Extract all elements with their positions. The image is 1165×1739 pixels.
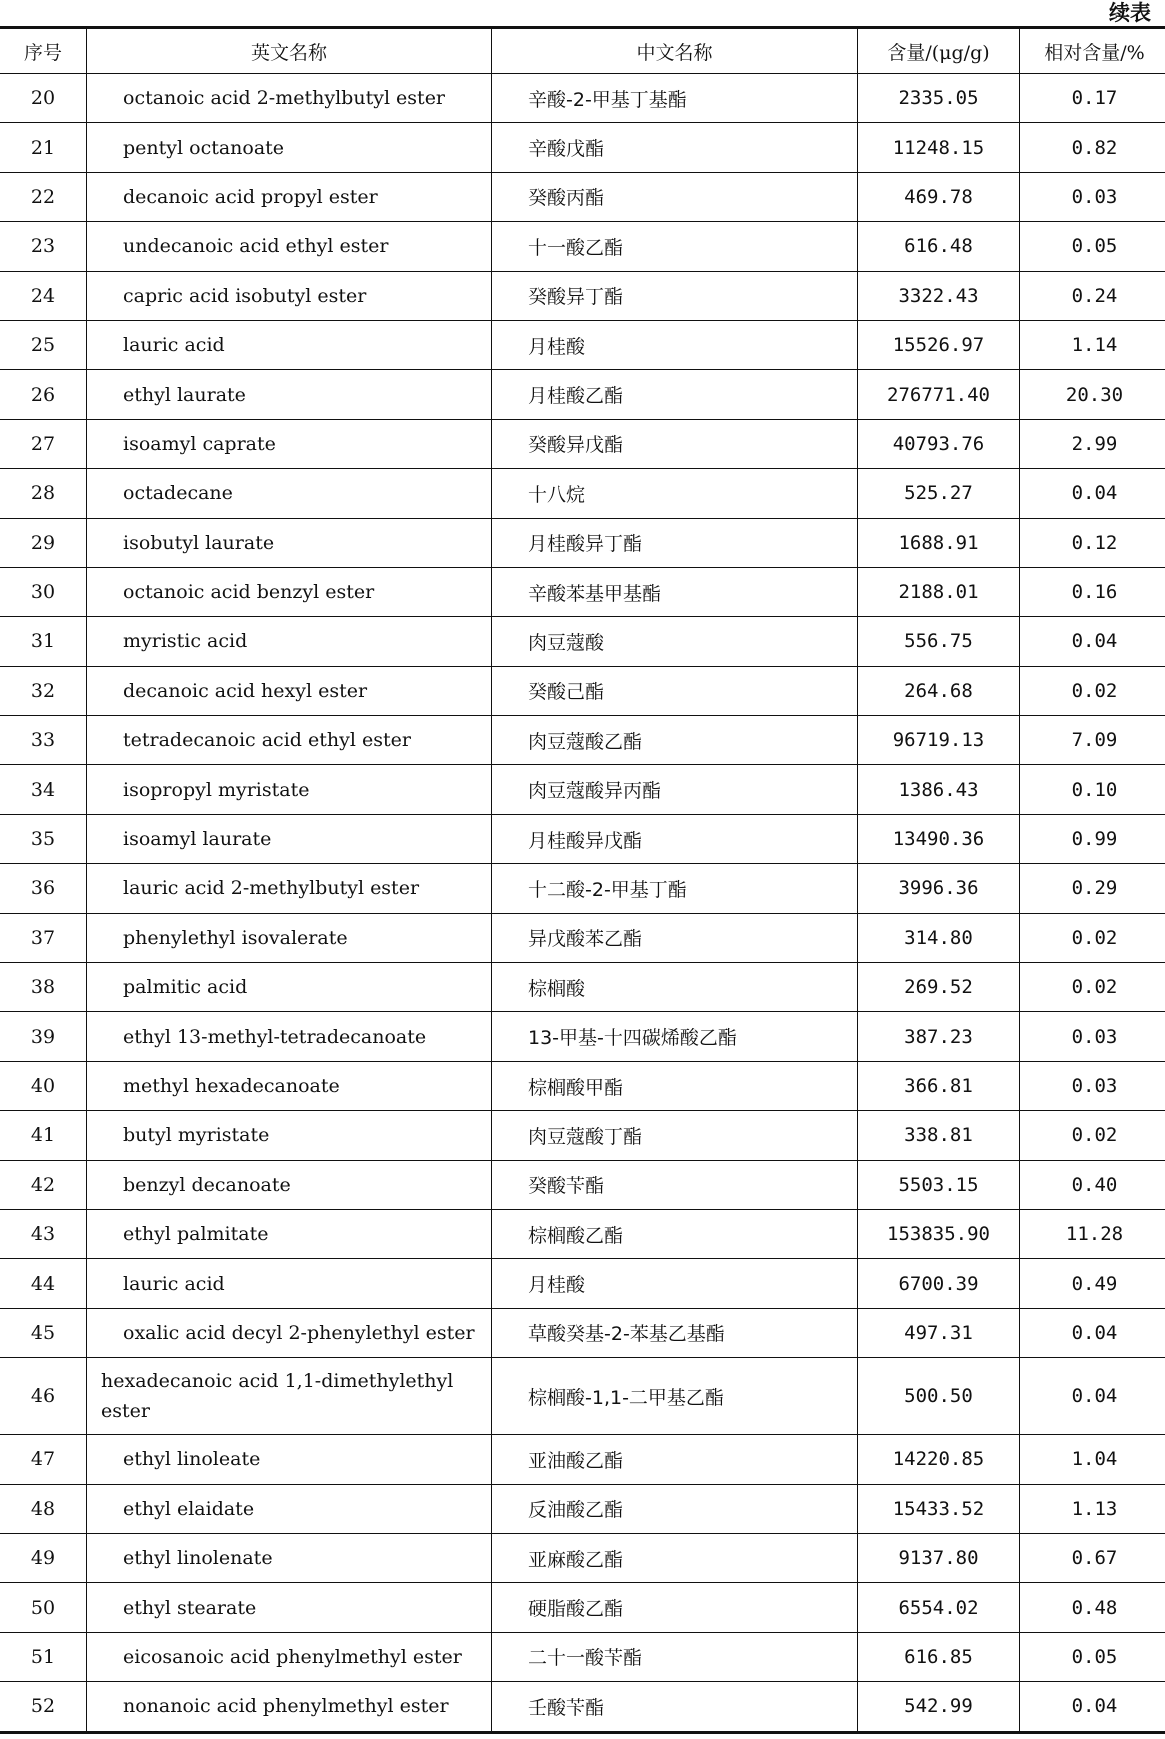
cell-chinese-name: 棕榈酸-1,1-二甲基乙酯 bbox=[492, 1358, 858, 1435]
cell-chinese-name: 月桂酸异戊酯 bbox=[492, 814, 858, 863]
table-row bbox=[0, 1583, 1165, 1632]
cell-chinese-name: 辛酸戊酯 bbox=[492, 123, 858, 172]
table-row bbox=[0, 1308, 1165, 1357]
cell-index: 38 bbox=[0, 963, 87, 1012]
cell-chinese-name: 癸酸异丁酯 bbox=[492, 271, 858, 320]
cell-chinese-name: 癸酸苄酯 bbox=[492, 1160, 858, 1209]
cell-index: 30 bbox=[0, 567, 87, 616]
cell-index: 25 bbox=[0, 320, 87, 369]
cell-english-name: tetradecanoic acid ethyl ester bbox=[87, 716, 492, 765]
cell-english-name: ethyl stearate bbox=[87, 1583, 492, 1632]
cell-content: 15526.97 bbox=[858, 320, 1020, 369]
cell-chinese-name: 肉豆蔻酸异丙酯 bbox=[492, 765, 858, 814]
cell-content: 542.99 bbox=[858, 1682, 1020, 1732]
table-row bbox=[0, 617, 1165, 666]
cell-chinese-name: 棕榈酸 bbox=[492, 963, 858, 1012]
table-row bbox=[0, 1160, 1165, 1209]
cell-content: 338.81 bbox=[858, 1111, 1020, 1160]
cell-index: 31 bbox=[0, 617, 87, 666]
table-row bbox=[0, 1682, 1165, 1732]
cell-content: 264.68 bbox=[858, 666, 1020, 715]
cell-english-name: isoamyl laurate bbox=[87, 814, 492, 863]
cell-english-name: capric acid isobutyl ester bbox=[87, 271, 492, 320]
cell-relative-content: 0.02 bbox=[1020, 1111, 1165, 1160]
cell-chinese-name: 草酸癸基-2-苯基乙基酯 bbox=[492, 1308, 858, 1357]
cell-relative-content: 0.99 bbox=[1020, 814, 1165, 863]
cell-relative-content: 0.05 bbox=[1020, 222, 1165, 271]
cell-english-name: lauric acid bbox=[87, 1259, 492, 1308]
table-row bbox=[0, 666, 1165, 715]
cell-index: 50 bbox=[0, 1583, 87, 1632]
cell-relative-content: 0.04 bbox=[1020, 617, 1165, 666]
cell-english-name: myristic acid bbox=[87, 617, 492, 666]
cell-index: 45 bbox=[0, 1308, 87, 1357]
table-row bbox=[0, 1209, 1165, 1258]
cell-content: 2188.01 bbox=[858, 567, 1020, 616]
cell-content: 96719.13 bbox=[858, 716, 1020, 765]
table-row bbox=[0, 1259, 1165, 1308]
header-index: 序号 bbox=[0, 28, 87, 74]
table-row bbox=[0, 814, 1165, 863]
cell-relative-content: 0.10 bbox=[1020, 765, 1165, 814]
cell-english-name: isoamyl caprate bbox=[87, 419, 492, 468]
cell-english-name: ethyl palmitate bbox=[87, 1209, 492, 1258]
cell-english-name: ethyl laurate bbox=[87, 370, 492, 419]
cell-english-name: pentyl octanoate bbox=[87, 123, 492, 172]
cell-content: 9137.80 bbox=[858, 1533, 1020, 1582]
cell-relative-content: 0.04 bbox=[1020, 1308, 1165, 1357]
table-row bbox=[0, 1484, 1165, 1533]
cell-content: 11248.15 bbox=[858, 123, 1020, 172]
cell-index: 26 bbox=[0, 370, 87, 419]
cell-content: 14220.85 bbox=[858, 1435, 1020, 1484]
cell-chinese-name: 肉豆蔻酸丁酯 bbox=[492, 1111, 858, 1160]
cell-index: 39 bbox=[0, 1012, 87, 1061]
cell-index: 22 bbox=[0, 172, 87, 221]
cell-index: 33 bbox=[0, 716, 87, 765]
cell-relative-content: 0.29 bbox=[1020, 864, 1165, 913]
cell-content: 15433.52 bbox=[858, 1484, 1020, 1533]
cell-relative-content: 0.04 bbox=[1020, 1358, 1165, 1435]
cell-english-name: hexadecanoic acid 1,1-dimethylethyl ester bbox=[87, 1358, 492, 1435]
cell-relative-content: 0.40 bbox=[1020, 1160, 1165, 1209]
cell-index: 32 bbox=[0, 666, 87, 715]
cell-chinese-name: 肉豆蔻酸 bbox=[492, 617, 858, 666]
cell-index: 37 bbox=[0, 913, 87, 962]
table-row bbox=[0, 469, 1165, 518]
cell-content: 153835.90 bbox=[858, 1209, 1020, 1258]
cell-content: 2335.05 bbox=[858, 74, 1020, 123]
table-row bbox=[0, 419, 1165, 468]
table-row bbox=[0, 370, 1165, 419]
cell-chinese-name: 二十一酸苄酯 bbox=[492, 1632, 858, 1681]
cell-content: 269.52 bbox=[858, 963, 1020, 1012]
cell-content: 616.85 bbox=[858, 1632, 1020, 1681]
cell-relative-content: 1.14 bbox=[1020, 320, 1165, 369]
cell-index: 51 bbox=[0, 1632, 87, 1681]
table-row bbox=[0, 1632, 1165, 1681]
cell-index: 24 bbox=[0, 271, 87, 320]
table-row bbox=[0, 320, 1165, 369]
cell-relative-content: 0.04 bbox=[1020, 469, 1165, 518]
cell-content: 6554.02 bbox=[858, 1583, 1020, 1632]
cell-english-name: eicosanoic acid phenylmethyl ester bbox=[87, 1632, 492, 1681]
cell-chinese-name: 月桂酸 bbox=[492, 320, 858, 369]
cell-relative-content: 0.02 bbox=[1020, 963, 1165, 1012]
table-header-row bbox=[0, 28, 1165, 74]
table-row bbox=[0, 1533, 1165, 1582]
cell-content: 1386.43 bbox=[858, 765, 1020, 814]
cell-english-name: isopropyl myristate bbox=[87, 765, 492, 814]
cell-english-name: nonanoic acid phenylmethyl ester bbox=[87, 1682, 492, 1732]
cell-relative-content: 1.13 bbox=[1020, 1484, 1165, 1533]
cell-relative-content: 7.09 bbox=[1020, 716, 1165, 765]
cell-content: 314.80 bbox=[858, 913, 1020, 962]
table-row bbox=[0, 913, 1165, 962]
cell-relative-content: 0.03 bbox=[1020, 1061, 1165, 1110]
cell-content: 387.23 bbox=[858, 1012, 1020, 1061]
cell-content: 366.81 bbox=[858, 1061, 1020, 1110]
cell-english-name: phenylethyl isovalerate bbox=[87, 913, 492, 962]
table-row bbox=[0, 1061, 1165, 1110]
table-row bbox=[0, 123, 1165, 172]
cell-english-name: ethyl linolenate bbox=[87, 1533, 492, 1582]
cell-chinese-name: 月桂酸 bbox=[492, 1259, 858, 1308]
cell-relative-content: 0.12 bbox=[1020, 518, 1165, 567]
table-row bbox=[0, 567, 1165, 616]
table-row bbox=[0, 963, 1165, 1012]
cell-chinese-name: 月桂酸乙酯 bbox=[492, 370, 858, 419]
cell-index: 34 bbox=[0, 765, 87, 814]
cell-relative-content: 0.03 bbox=[1020, 1012, 1165, 1061]
cell-content: 497.31 bbox=[858, 1308, 1020, 1357]
cell-index: 27 bbox=[0, 419, 87, 468]
cell-content: 276771.40 bbox=[858, 370, 1020, 419]
cell-chinese-name: 异戊酸苯乙酯 bbox=[492, 913, 858, 962]
cell-chinese-name: 亚油酸乙酯 bbox=[492, 1435, 858, 1484]
cell-english-name: lauric acid bbox=[87, 320, 492, 369]
table-row bbox=[0, 222, 1165, 271]
cell-english-name: benzyl decanoate bbox=[87, 1160, 492, 1209]
cell-chinese-name: 癸酸丙酯 bbox=[492, 172, 858, 221]
cell-content: 6700.39 bbox=[858, 1259, 1020, 1308]
cell-chinese-name: 癸酸己酯 bbox=[492, 666, 858, 715]
cell-english-name: octanoic acid 2-methylbutyl ester bbox=[87, 74, 492, 123]
table-row bbox=[0, 172, 1165, 221]
cell-index: 52 bbox=[0, 1682, 87, 1732]
cell-relative-content: 0.24 bbox=[1020, 271, 1165, 320]
cell-content: 525.27 bbox=[858, 469, 1020, 518]
cell-index: 47 bbox=[0, 1435, 87, 1484]
table-row bbox=[0, 271, 1165, 320]
cell-content: 616.48 bbox=[858, 222, 1020, 271]
cell-relative-content: 0.17 bbox=[1020, 74, 1165, 123]
cell-content: 3996.36 bbox=[858, 864, 1020, 913]
cell-content: 13490.36 bbox=[858, 814, 1020, 863]
cell-relative-content: 1.04 bbox=[1020, 1435, 1165, 1484]
compounds-table bbox=[0, 26, 1165, 1734]
table-row bbox=[0, 518, 1165, 567]
cell-relative-content: 0.04 bbox=[1020, 1682, 1165, 1732]
cell-index: 28 bbox=[0, 469, 87, 518]
cell-chinese-name: 十八烷 bbox=[492, 469, 858, 518]
cell-chinese-name: 反油酸乙酯 bbox=[492, 1484, 858, 1533]
cell-english-name: decanoic acid hexyl ester bbox=[87, 666, 492, 715]
cell-relative-content: 0.05 bbox=[1020, 1632, 1165, 1681]
cell-content: 500.50 bbox=[858, 1358, 1020, 1435]
cell-english-name: palmitic acid bbox=[87, 963, 492, 1012]
cell-chinese-name: 辛酸苯基甲基酯 bbox=[492, 567, 858, 616]
cell-content: 469.78 bbox=[858, 172, 1020, 221]
cell-relative-content: 0.02 bbox=[1020, 913, 1165, 962]
cell-chinese-name: 硬脂酸乙酯 bbox=[492, 1583, 858, 1632]
cell-index: 21 bbox=[0, 123, 87, 172]
cell-content: 3322.43 bbox=[858, 271, 1020, 320]
cell-english-name: octanoic acid benzyl ester bbox=[87, 567, 492, 616]
table-row bbox=[0, 1111, 1165, 1160]
header-chinese-name: 中文名称 bbox=[492, 28, 858, 74]
header-content: 含量/(μg/g) bbox=[858, 28, 1020, 74]
cell-index: 23 bbox=[0, 222, 87, 271]
cell-chinese-name: 辛酸-2-甲基丁基酯 bbox=[492, 74, 858, 123]
table-row bbox=[0, 765, 1165, 814]
cell-english-name: oxalic acid decyl 2-phenylethyl ester bbox=[87, 1308, 492, 1357]
cell-relative-content: 11.28 bbox=[1020, 1209, 1165, 1258]
cell-relative-content: 0.48 bbox=[1020, 1583, 1165, 1632]
cell-english-name: lauric acid 2-methylbutyl ester bbox=[87, 864, 492, 913]
table-row bbox=[0, 1435, 1165, 1484]
cell-index: 48 bbox=[0, 1484, 87, 1533]
cell-chinese-name: 十一酸乙酯 bbox=[492, 222, 858, 271]
continued-table-label: 续表 bbox=[1109, 0, 1151, 25]
cell-index: 36 bbox=[0, 864, 87, 913]
header-english-name: 英文名称 bbox=[87, 28, 492, 74]
cell-relative-content: 0.82 bbox=[1020, 123, 1165, 172]
cell-relative-content: 0.02 bbox=[1020, 666, 1165, 715]
table-row bbox=[0, 716, 1165, 765]
cell-index: 40 bbox=[0, 1061, 87, 1110]
cell-english-name: methyl hexadecanoate bbox=[87, 1061, 492, 1110]
cell-english-name: ethyl 13-methyl-tetradecanoate bbox=[87, 1012, 492, 1061]
cell-chinese-name: 癸酸异戊酯 bbox=[492, 419, 858, 468]
cell-chinese-name: 月桂酸异丁酯 bbox=[492, 518, 858, 567]
cell-english-name: ethyl linoleate bbox=[87, 1435, 492, 1484]
table-body bbox=[0, 74, 1165, 1733]
cell-content: 40793.76 bbox=[858, 419, 1020, 468]
cell-relative-content: 2.99 bbox=[1020, 419, 1165, 468]
table-row bbox=[0, 1358, 1165, 1435]
cell-relative-content: 0.67 bbox=[1020, 1533, 1165, 1582]
table-row bbox=[0, 1012, 1165, 1061]
cell-index: 20 bbox=[0, 74, 87, 123]
cell-index: 35 bbox=[0, 814, 87, 863]
cell-index: 46 bbox=[0, 1358, 87, 1435]
cell-english-name: decanoic acid propyl ester bbox=[87, 172, 492, 221]
cell-english-name: undecanoic acid ethyl ester bbox=[87, 222, 492, 271]
cell-relative-content: 0.03 bbox=[1020, 172, 1165, 221]
cell-index: 42 bbox=[0, 1160, 87, 1209]
cell-english-name: isobutyl laurate bbox=[87, 518, 492, 567]
cell-content: 556.75 bbox=[858, 617, 1020, 666]
cell-english-name: ethyl elaidate bbox=[87, 1484, 492, 1533]
cell-chinese-name: 棕榈酸甲酯 bbox=[492, 1061, 858, 1110]
cell-index: 43 bbox=[0, 1209, 87, 1258]
cell-index: 41 bbox=[0, 1111, 87, 1160]
cell-chinese-name: 亚麻酸乙酯 bbox=[492, 1533, 858, 1582]
table-row bbox=[0, 864, 1165, 913]
cell-chinese-name: 肉豆蔻酸乙酯 bbox=[492, 716, 858, 765]
cell-relative-content: 0.49 bbox=[1020, 1259, 1165, 1308]
cell-english-name: octadecane bbox=[87, 469, 492, 518]
cell-chinese-name: 壬酸苄酯 bbox=[492, 1682, 858, 1732]
cell-index: 44 bbox=[0, 1259, 87, 1308]
table-row bbox=[0, 74, 1165, 123]
header-relative-content: 相对含量/% bbox=[1020, 28, 1165, 74]
cell-chinese-name: 13-甲基-十四碳烯酸乙酯 bbox=[492, 1012, 858, 1061]
cell-relative-content: 20.30 bbox=[1020, 370, 1165, 419]
cell-relative-content: 0.16 bbox=[1020, 567, 1165, 616]
cell-index: 29 bbox=[0, 518, 87, 567]
cell-content: 5503.15 bbox=[858, 1160, 1020, 1209]
cell-chinese-name: 十二酸-2-甲基丁酯 bbox=[492, 864, 858, 913]
cell-chinese-name: 棕榈酸乙酯 bbox=[492, 1209, 858, 1258]
cell-english-name: butyl myristate bbox=[87, 1111, 492, 1160]
cell-index: 49 bbox=[0, 1533, 87, 1582]
cell-content: 1688.91 bbox=[858, 518, 1020, 567]
